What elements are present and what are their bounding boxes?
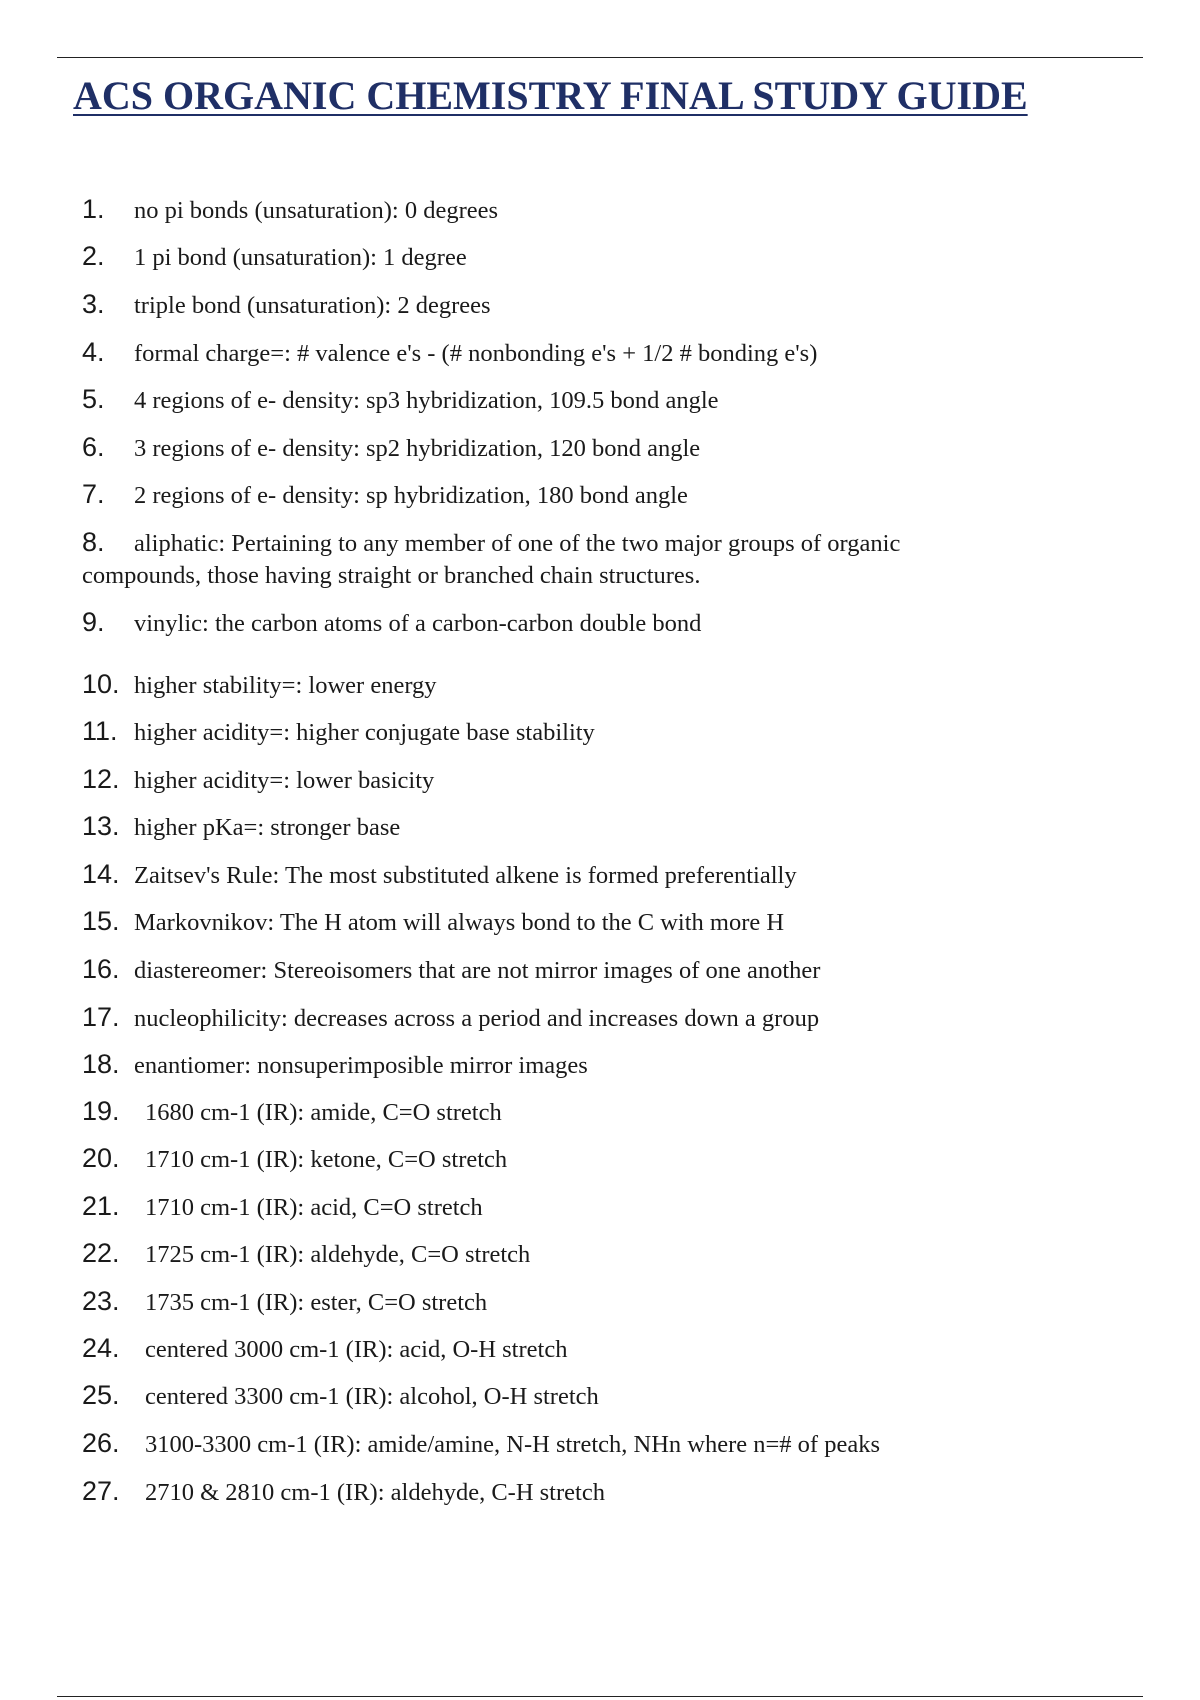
item-number: 12. [82, 764, 120, 794]
item-number: 14. [82, 859, 120, 889]
item-number: 8. [82, 527, 105, 557]
item-text: higher pKa=: stronger base [134, 814, 401, 841]
item-number: 13. [82, 811, 120, 841]
item-number: 21. [82, 1191, 120, 1221]
item-text: no pi bonds (unsaturation): 0 degrees [134, 197, 499, 224]
list-item [82, 478, 1122, 512]
item-number: 11. [82, 716, 118, 746]
item-number: 2. [82, 241, 105, 271]
list-item [82, 1001, 1122, 1035]
item-text: centered 3000 cm-1 (IR): acid, O-H stretch [145, 1336, 568, 1363]
item-number: 19. [82, 1096, 120, 1126]
item-number: 22. [82, 1238, 120, 1268]
item-text: 1725 cm-1 (IR): aldehyde, C=O stretch [145, 1241, 531, 1268]
item-text: 1680 cm-1 (IR): amide, C=O stretch [145, 1099, 502, 1126]
item-text: 1 pi bond (unsaturation): 1 degree [134, 244, 467, 271]
list-item [82, 905, 1122, 939]
item-text: 3100-3300 cm-1 (IR): amide/amine, N-H stretch, NHn where n=# of peaks [145, 1431, 880, 1458]
list-item [82, 953, 1122, 987]
bottom-rule [57, 1696, 1143, 1697]
list-item [82, 1379, 1122, 1413]
item-number: 15. [82, 906, 120, 936]
item-number: 23. [82, 1286, 120, 1316]
item-text: 2 regions of e- density: sp hybridization, 180 bond angle [134, 482, 688, 509]
item-number: 24. [82, 1333, 120, 1363]
list-item [82, 858, 1122, 892]
item-number: 18. [82, 1049, 120, 1079]
item-number: 20. [82, 1143, 120, 1173]
item-number: 6. [82, 432, 105, 462]
list-item [82, 1237, 1122, 1271]
item-text: vinylic: the carbon atoms of a carbon-carbon double bond [134, 610, 702, 637]
list-item [82, 810, 1122, 844]
item-text: 1710 cm-1 (IR): ketone, C=O stretch [145, 1146, 508, 1173]
list-item [82, 1285, 1122, 1319]
list-item [82, 240, 1122, 274]
item-number: 27. [82, 1476, 120, 1506]
list-item [82, 193, 1122, 227]
item-text: 3 regions of e- density: sp2 hybridization, 120 bond angle [134, 435, 701, 462]
item-text-continued: compounds, those having straight or branched chain structures. [82, 562, 701, 589]
list-item [82, 668, 1122, 702]
list-item [82, 288, 1122, 322]
top-rule [57, 57, 1143, 58]
list-item [82, 1142, 1122, 1176]
item-number: 3. [82, 289, 105, 319]
item-text: 1735 cm-1 (IR): ester, C=O stretch [145, 1289, 488, 1316]
item-text: nucleophilicity: decreases across a period and increases down a group [134, 1005, 820, 1032]
list-item [82, 1475, 1122, 1509]
item-number: 26. [82, 1428, 120, 1458]
list-item [82, 606, 1122, 640]
item-number: 25. [82, 1380, 120, 1410]
list-item [82, 715, 1122, 749]
item-text: 4 regions of e- density: sp3 hybridization, 109.5 bond angle [134, 387, 719, 414]
list-item [82, 763, 1122, 797]
item-number: 16. [82, 954, 120, 984]
item-number: 9. [82, 607, 105, 637]
list-item [82, 1190, 1122, 1224]
item-text: formal charge=: # valence e's - (# nonbonding e's + 1/2 # bonding e's) [134, 340, 818, 367]
list-item [82, 1048, 1122, 1082]
item-number: 5. [82, 384, 105, 414]
item-text: 1710 cm-1 (IR): acid, C=O stretch [145, 1194, 483, 1221]
item-text: triple bond (unsaturation): 2 degrees [134, 292, 491, 319]
list-item [82, 1095, 1122, 1129]
item-text: diastereomer: Stereoisomers that are not mirror images of one another [134, 957, 821, 984]
item-text: Markovnikov: The H atom will always bond to the C with more H [134, 909, 785, 936]
item-number: 10. [82, 669, 120, 699]
list-item [82, 336, 1122, 370]
list-item [82, 1427, 1122, 1461]
list-item [82, 431, 1122, 465]
page-title: ACS ORGANIC CHEMISTRY FINAL STUDY GUIDE [73, 73, 1028, 118]
item-text: enantiomer: nonsuperimposible mirror images [134, 1052, 588, 1079]
item-text: higher acidity=: lower basicity [134, 767, 435, 794]
item-number: 7. [82, 479, 105, 509]
item-number: 4. [82, 337, 105, 367]
item-text: higher stability=: lower energy [134, 672, 437, 699]
item-text: higher acidity=: higher conjugate base stability [134, 719, 595, 746]
list-item [82, 383, 1122, 417]
item-text: 2710 & 2810 cm-1 (IR): aldehyde, C-H stretch [145, 1479, 605, 1506]
item-number: 17. [82, 1002, 120, 1032]
item-number: 1. [82, 194, 105, 224]
list-item [82, 1332, 1122, 1366]
item-text: aliphatic: Pertaining to any member of one of the two major groups of organic [134, 530, 901, 557]
list-item [82, 526, 1122, 592]
item-text: centered 3300 cm-1 (IR): alcohol, O-H stretch [145, 1383, 599, 1410]
item-text: Zaitsev's Rule: The most substituted alkene is formed preferentially [134, 862, 797, 889]
